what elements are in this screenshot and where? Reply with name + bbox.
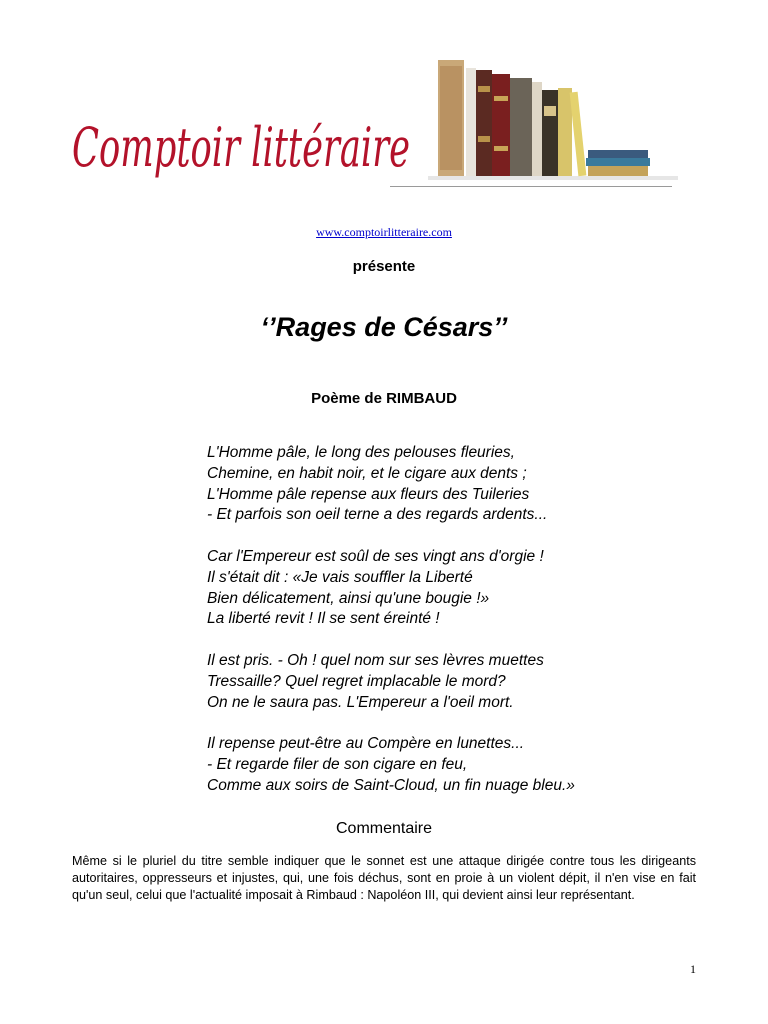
presente-label: présente [352, 258, 416, 275]
books-illustration [428, 56, 678, 186]
commentaire-paragraph: Même si le pluriel du titre semble indiquer que le sonnet est une attaque dirigée contre tous les dirigeants autoritaires, oppresseurs et injustes, qui, une fois déchus, sont en proie à un violent dépit, il n'en vise en fait qu'un seul, celui que l'actualité imposait à Rimbaud : Napoléon III, qui devient ainsi leur représentant. [72, 854, 696, 902]
poem-line: - Et parfois son oeil terne a des regards ardents... [207, 506, 548, 524]
website-link[interactable]: www.comptoirlitteraire.com [316, 225, 452, 239]
logo-script [72, 98, 422, 208]
poem-line: Comme aux soirs de Saint-Cloud, un fin nuage bleu.» [207, 776, 575, 794]
poem-line: Il s'était dit : «Je vais souffler la Liberté [207, 568, 473, 586]
stanza-3 [207, 651, 667, 713]
poem-subtitle: Poème de RIMBAUD [311, 390, 457, 407]
poem-line: Bien délicatement, ainsi qu'une bougie !» [207, 589, 490, 607]
logo-text: Comptoir littéraire [72, 116, 410, 179]
stanza-1 [207, 443, 667, 526]
commentaire-heading: Commentaire [335, 820, 433, 837]
poem-line: L'Homme pâle, le long des pelouses fleuries, [207, 444, 515, 461]
header-divider [390, 186, 672, 187]
poem-text [207, 443, 667, 817]
poem-line: Chemine, en habit noir, et le cigare aux dents ; [207, 464, 527, 482]
poem-line: Tressaille? Quel regret implacable le mord? [207, 672, 506, 690]
poem-line: Car l'Empereur est soûl de ses vingt ans d'orgie ! [207, 547, 544, 565]
poem-line: L'Homme pâle repense aux fleurs des Tuileries [207, 485, 530, 503]
stanza-2 [207, 547, 667, 630]
stanza-4 [207, 734, 667, 796]
poem-line: Il est pris. - Oh ! quel nom sur ses lèvres muettes [207, 651, 544, 669]
poem-line: On ne le saura pas. L'Empereur a l'oeil mort. [207, 693, 514, 711]
comptoir-litteraire-logo [72, 98, 422, 208]
page-number: 1 [690, 962, 696, 976]
poem-line: - Et regarde filer de son cigare en feu, [207, 755, 468, 773]
poem-line: Il repense peut-être au Compère en lunettes... [207, 735, 525, 753]
poem-line: La liberté revit ! Il se sent éreinté ! [207, 610, 440, 628]
poem-title: ‘’Rages de Césars’’ [260, 312, 508, 342]
